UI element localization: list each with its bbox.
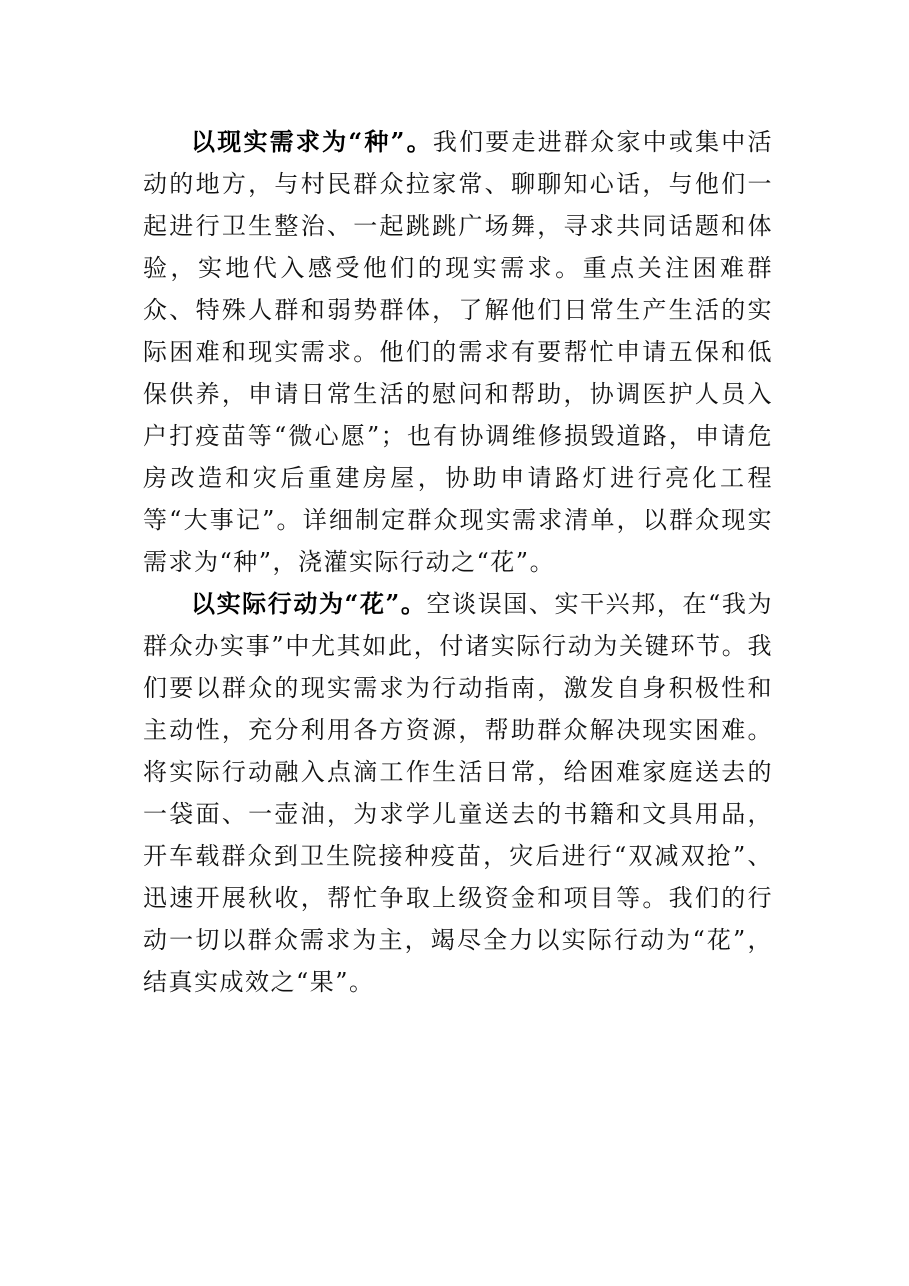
paragraph-text: 空谈误国、实干兴邦，在“我为群众办实事”中尤其如此，付诸实际行动为关键环节。我们要以群众的现实需求为行动指南，激发自身积极性和主动性，充分利用各方资源，帮助群众解决现实困难。将实际行动融入点滴工作生活日常，给困难家庭送去的一袋面、一壶油，为求学儿童送去的书籍和文具用品，开车载群众到卫生院接种疫苗，灾后进行“双减双抢”、迅速开展秋收，帮忙争取上级资金和项目等。我们的行动一切以群众需求为主，竭尽全力以实际行动为“花”，结真实成效之“果”。 <box>143 590 773 996</box>
document-body <box>143 121 773 1003</box>
paragraph-heading: 以实际行动为“花”。 <box>191 589 427 618</box>
paragraph-flower <box>143 583 773 1003</box>
paragraph-seed <box>143 121 773 583</box>
paragraph-heading: 以现实需求为“种”。 <box>191 127 433 156</box>
paragraph-text: 我们要走进群众家中或集中活动的地方，与村民群众拉家常、聊聊知心话，与他们一起进行卫生整治、一起跳跳广场舞，寻求共同话题和体验，实地代入感受他们的现实需求。重点关注困难群众、特殊人群和弱势群体，了解他们日常生产生活的实际困难和现实需求。他们的需求有要帮忙申请五保和低保供养，申请日常生活的慰问和帮助，协调医护人员入户打疫苗等“微心愿”；也有协调维修损毁道路，申请危房改造和灾后重建房屋，协助申请路灯进行亮化工程等“大事记”。详细制定群众现实需求清单，以群众现实需求为“种”，浇灌实际行动之“花”。 <box>143 128 774 576</box>
